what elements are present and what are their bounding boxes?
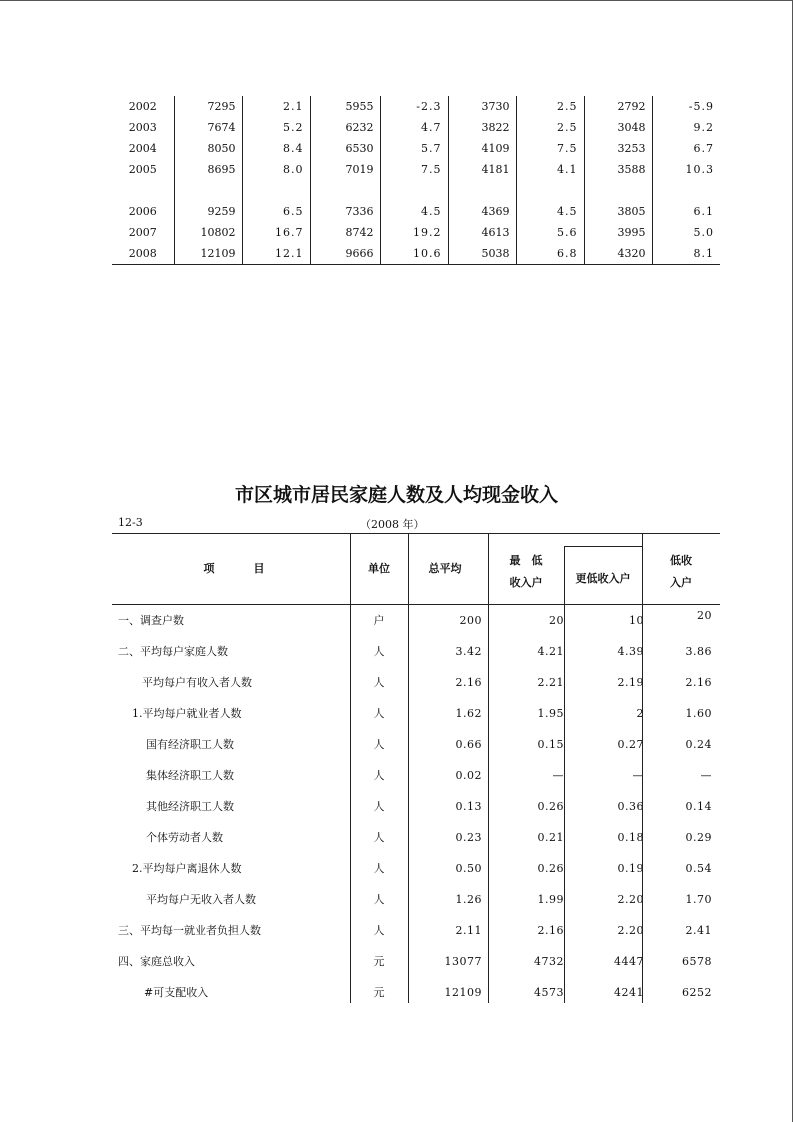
table-row: 集体经济职工人数 人 0.02 — — — (146, 769, 712, 782)
table-row: 1.平均每户就业者人数 人 1.62 1.95 2 1.60 (132, 707, 712, 720)
table-row: 2005 8695 8.0 7019 7.5 4181 4.1 3588 10.3 (112, 159, 720, 180)
table-header (112, 533, 720, 605)
header-low-income-line1: 低收 (670, 554, 692, 567)
table-row: 平均每户有收入者人数 人 2.16 2.21 2.19 2.16 (142, 676, 712, 689)
header-average: 总平均 (428, 562, 462, 575)
table-row: #可支配收入 元 12109 4573 4241 6252 (144, 986, 712, 999)
page-border-top (0, 0, 793, 1)
table-row: 2006 9259 6.5 7336 4.5 4369 4.5 3805 6.1 (112, 201, 720, 222)
table-row: 平均每户无收入者人数 人 1.26 1.99 2.20 1.70 (146, 893, 712, 906)
table-row: 二、平均每户家庭人数 人 3.42 4.21 4.39 3.86 (118, 645, 712, 658)
table-spacer-row (112, 180, 720, 201)
table-row: 其他经济职工人数 人 0.13 0.26 0.36 0.14 (146, 800, 712, 813)
year-note: （2008 年） (360, 518, 425, 531)
table-row: 2007 10802 16.7 8742 19.2 4613 5.6 3995 5.0 (112, 222, 720, 243)
table-body (112, 605, 720, 1008)
header-item-b: 目 (253, 562, 265, 575)
table-row: 一、调查户数 户 200 20 10 20 (118, 609, 712, 627)
header-unit: 单位 (368, 562, 390, 575)
household-income-table (112, 533, 720, 1008)
table-number: 12-3 (118, 516, 143, 529)
table-row: 2004 8050 8.4 6530 5.7 4109 7.5 3253 6.7 (112, 138, 720, 159)
header-low-income-line2: 入户 (670, 576, 692, 589)
table-row: 2002 7295 2.1 5955 -2.3 3730 2.5 2792 -5.9 (112, 96, 720, 117)
table-row: 个体劳动者人数 人 0.23 0.21 0.18 0.29 (146, 831, 712, 844)
header-lowest-income-line1: 最 低 (509, 554, 543, 567)
header-lowest-income-line2: 收入户 (509, 576, 543, 589)
table-row: 国有经济职工人数 人 0.66 0.15 0.27 0.24 (146, 738, 712, 751)
column-divider (408, 533, 409, 1003)
table-row: 2.平均每户离退休人数 人 0.50 0.26 0.19 0.54 (132, 862, 712, 875)
table-row: 四、家庭总收入 元 13077 4732 4447 6578 (118, 955, 712, 968)
column-divider (564, 546, 565, 1003)
table-row: 三、平均每一就业者负担人数 人 2.11 2.16 2.20 2.41 (118, 924, 712, 937)
header-item-a: 项 (203, 562, 215, 575)
subheader-rule (564, 546, 642, 547)
income-growth-table (112, 96, 720, 265)
column-divider (350, 533, 351, 1003)
column-divider (488, 533, 489, 1003)
table-row: 2008 12109 12.1 9666 10.6 5038 6.8 4320 8.1 (112, 243, 720, 265)
header-hardship-income: 更低收入户 (575, 572, 631, 585)
column-divider (642, 533, 643, 1003)
table-row: 2003 7674 5.2 6232 4.7 3822 2.5 3048 9.2 (112, 117, 720, 138)
section-title: 市区城市居民家庭人数及人均现金收入 (234, 484, 558, 506)
